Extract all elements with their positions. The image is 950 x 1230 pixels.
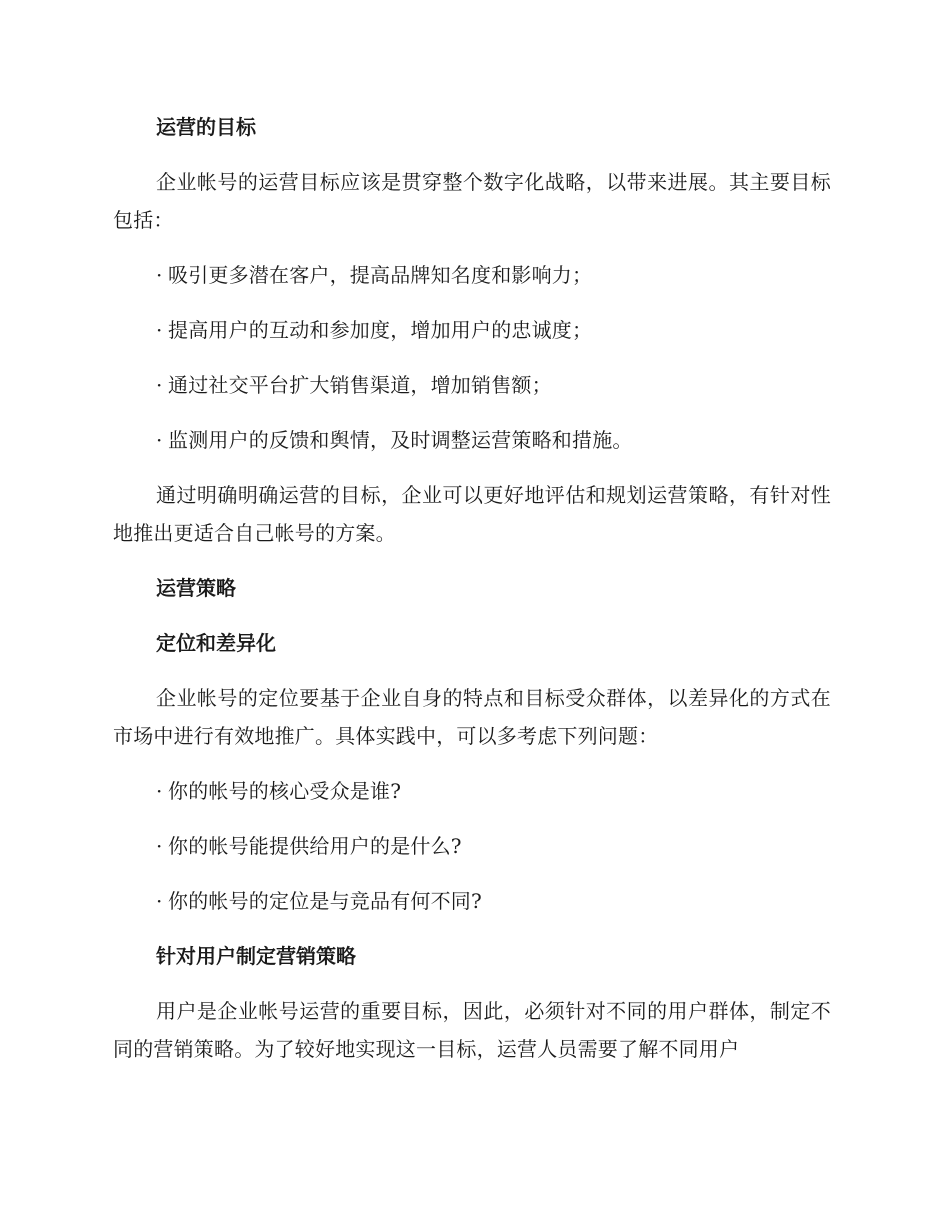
- bullet-dot: ·: [156, 834, 163, 858]
- subsection-heading-marketing: 针对用户制定营销策略: [156, 944, 356, 968]
- section-heading-goals: 运营的目标: [156, 115, 256, 139]
- bullet-text: 监测用户的反馈和舆情，及时调整运营策略和措施。: [168, 428, 633, 452]
- bullet-text: 吸引更多潜在客户，提高品牌知名度和影响力；: [168, 263, 593, 287]
- bullet-dot: ·: [156, 263, 163, 287]
- bullet-dot: ·: [156, 428, 163, 452]
- bullet-dot: ·: [156, 318, 163, 342]
- subsection-heading-positioning: 定位和差异化: [156, 631, 276, 655]
- positioning-bullet-item: [113, 827, 831, 865]
- positioning-intro-paragraph: 企业帐号的定位要基于企业自身的特点和目标受众群体，以差异化的方式在市场中进行有效地推广。具体实践中，可以多考虑下列问题：: [113, 686, 831, 748]
- bullet-text: 你的帐号的定位是与竞品有何不同?: [168, 889, 482, 913]
- document-body: [113, 108, 831, 1068]
- goals-bullet-item: [113, 366, 831, 404]
- bullet-dot: ·: [156, 373, 163, 397]
- positioning-bullet-item: [113, 772, 831, 810]
- goals-bullet-item: [113, 421, 831, 459]
- bullet-dot: ·: [156, 779, 163, 803]
- bullet-text: 你的帐号的核心受众是谁?: [168, 779, 402, 803]
- bullet-text: 你的帐号能提供给用户的是什么?: [168, 834, 462, 858]
- section-heading-strategy: 运营策略: [156, 576, 236, 600]
- bullet-text: 通过社交平台扩大销售渠道，增加销售额；: [168, 373, 552, 397]
- positioning-bullet-item: [113, 882, 831, 920]
- goals-intro-paragraph: 企业帐号的运营目标应该是贯穿整个数字化战略，以带来进展。其主要目标包括：: [113, 170, 831, 232]
- goals-bullet-item: [113, 256, 831, 294]
- goals-summary-paragraph: 通过明确明确运营的目标，企业可以更好地评估和规划运营策略，有针对性地推出更适合自己帐号的方案。: [113, 483, 831, 545]
- bullet-dot: ·: [156, 889, 163, 913]
- goals-bullet-item: [113, 311, 831, 349]
- bullet-text: 提高用户的互动和参加度，增加用户的忠诚度；: [168, 318, 593, 342]
- marketing-intro-paragraph: 用户是企业帐号运营的重要目标，因此，必须针对不同的用户群体，制定不同的营销策略。为了较好地实现这一目标，运营人员需要了解不同用户: [113, 999, 831, 1061]
